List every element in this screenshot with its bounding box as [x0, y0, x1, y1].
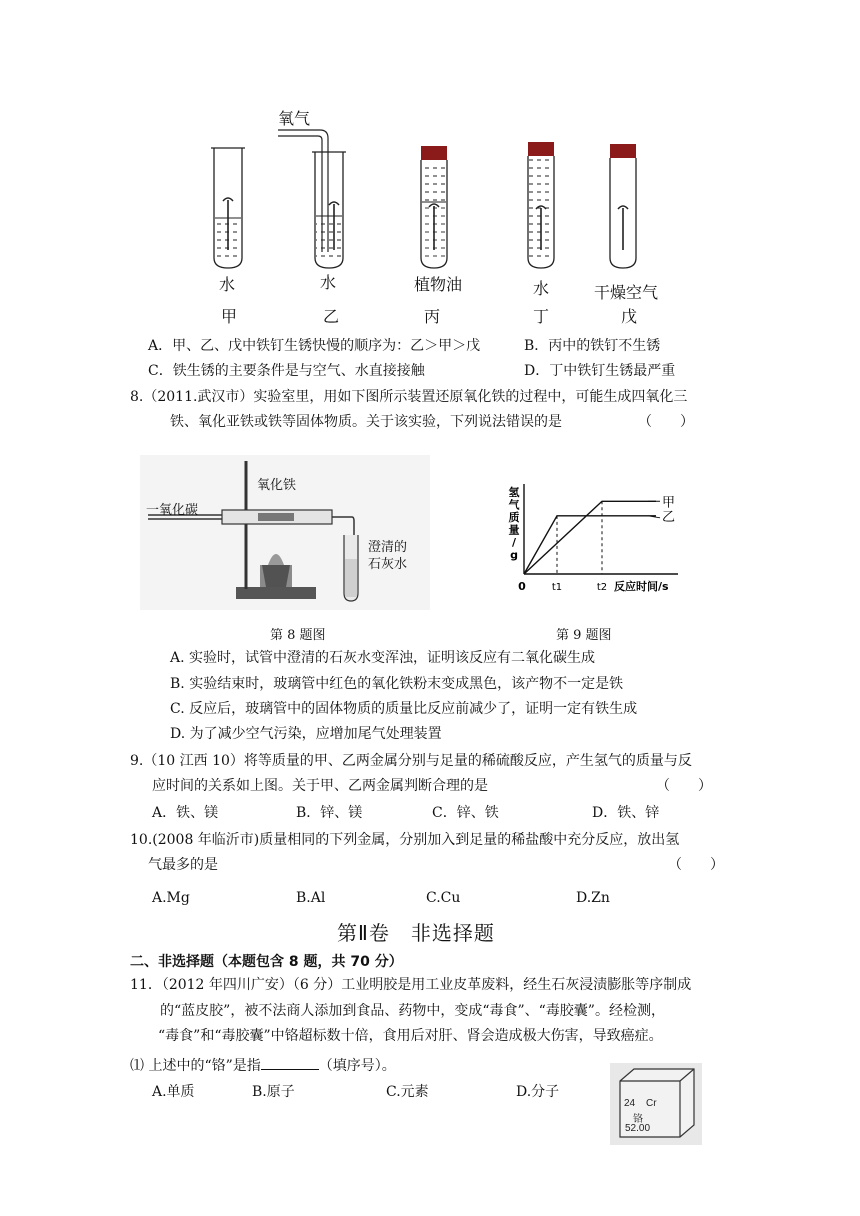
element-symbol: Cr	[646, 1098, 657, 1109]
tube-jia-content: 水	[219, 275, 236, 294]
y-axis-label: 氢气质量/ g	[508, 486, 520, 562]
q9-option-d: D．铁、锌	[592, 805, 660, 821]
q10-answer-paren: （ ）	[668, 857, 724, 873]
tube-bing-content: 植物油	[414, 275, 463, 294]
q8-option-c: C. 反应后，玻璃管中的固体物质的质量比反应前减少了，证明一定有铁生成	[170, 701, 638, 717]
x-tick-t2: t2	[596, 582, 608, 593]
q8-option-b: B. 实验结束时，玻璃管中红色的氧化铁粉末变成黑色，该产物不一定是铁	[170, 676, 624, 692]
hydrogen-chart	[500, 478, 700, 618]
fig8-caption: 第 8 题图	[270, 628, 326, 643]
q10-stem-line1: 10.(2008 年临沂市)质量相同的下列金属，分别加入到足量的稀盐酸中充分反应，放出氢	[130, 832, 680, 848]
q11-option-a: A.单质	[152, 1084, 195, 1100]
q9-option-c: C．锌、铁	[432, 805, 499, 821]
tube-ding	[528, 142, 554, 268]
q11-sub1-suffix: （填序号）。	[318, 1058, 396, 1074]
co-label: 一氧化碳	[146, 503, 199, 518]
tube-ding-name: 丁	[533, 307, 550, 326]
fig9-caption: 第 9 题图	[556, 628, 612, 643]
q10-option-a: A.Mg	[152, 890, 190, 906]
series-line-1	[524, 516, 656, 574]
limewater-label-2: 石灰水	[368, 557, 408, 572]
q11-option-c: C.元素	[386, 1084, 429, 1100]
oxygen-label: 氧气	[278, 109, 311, 128]
q11-stem-line2: 的“蓝皮胶”，被不法商人添加到食品、药物中，变成“毒食”、“毒胶囊”。经检测，	[160, 1003, 665, 1019]
q7-option-a: A．甲、乙、戊中铁钉生锈快慢的顺序为：乙＞甲＞戊	[148, 338, 481, 354]
limewater-label-1: 澄清的	[368, 540, 408, 555]
q11-stem-line3: “毒食”和“毒胶囊”中铬超标数十倍，食用后对肝、肾会造成极大伤害，导致癌症。	[158, 1028, 663, 1044]
series-label-0: 甲	[662, 495, 676, 511]
q9-option-a: A．铁、镁	[152, 805, 219, 821]
q11-sub1-prefix: ⑴ 上述中的“铬”是指	[130, 1058, 261, 1074]
tube-yi-content: 水	[320, 273, 337, 292]
series-label-1: 乙	[662, 509, 676, 525]
fe2o3-label: 氧化铁	[257, 478, 297, 493]
q10-stem-line2: 气最多的是	[148, 857, 218, 873]
tube-wu-name: 戊	[621, 307, 638, 326]
q8-stem-line1: 8.（2011.武汉市）实验室里，用如下图所示装置还原氧化铁的过程中，可能生成四氧化三	[130, 389, 688, 405]
q8-option-a: A. 实验时，试管中澄清的石灰水变浑浊，证明该反应有二氧化碳生成	[170, 650, 596, 666]
q8-stem-line2: 铁、氧化亚铁或铁等固体物质。关于该实验，下列说法错误的是	[170, 414, 562, 430]
tube-yi-name: 乙	[323, 307, 340, 326]
tube-jia	[211, 148, 245, 268]
x-axis-label: 反应时间/s	[614, 580, 669, 593]
series-line-0	[524, 501, 656, 574]
tube-bing-name: 丙	[424, 307, 441, 326]
q10-option-c: C.Cu	[426, 890, 461, 906]
q9-stem-line2: 应时间的关系如上图。关于甲、乙两金属判断合理的是	[152, 778, 488, 794]
element-number: 24	[624, 1098, 636, 1109]
tube-bing	[421, 146, 447, 268]
x-tick-t1: t1	[551, 582, 563, 593]
q11-stem-line1: 11．（2012 年四川广安）（6 分）工业明胶是用工业皮革废料，经生石灰浸渍膨胀等序制成	[130, 977, 692, 993]
tube-yi	[278, 130, 346, 268]
origin-label: 0	[518, 580, 526, 593]
q7-option-b: B．丙中的铁钉不生锈	[524, 338, 661, 354]
tube-jia-name: 甲	[221, 307, 238, 326]
q7-option-d: D．丁中铁钉生锈最严重	[524, 363, 676, 379]
tube-wu-content: 干燥空气	[594, 283, 659, 302]
q9-answer-paren: （ ）	[656, 778, 712, 794]
q11-option-b: B.原子	[252, 1084, 295, 1100]
q11-sub1	[130, 1055, 396, 1075]
element-mass: 52.00	[625, 1123, 651, 1134]
q10-option-d: D.Zn	[576, 890, 610, 906]
q11-option-d: D.分子	[516, 1084, 560, 1100]
q9-stem-line1: 9.（10 江西 10）将等质量的甲、乙两金属分别与足量的稀硫酸反应，产生氢气的质量与反	[130, 753, 692, 769]
section-heading: 二、非选择题（本题包含 8 题，共 70 分）	[130, 954, 403, 970]
part2-title: 第Ⅱ卷 非选择题	[337, 921, 495, 945]
q10-option-b: B.Al	[296, 890, 326, 906]
tube-ding-content: 水	[533, 279, 550, 298]
q8-option-d: D. 为了减少空气污染，应增加尾气处理装置	[170, 726, 442, 742]
q8-answer-paren: （ ）	[638, 414, 694, 430]
answer-blank[interactable]	[261, 1055, 319, 1070]
element-name: 铬	[633, 1114, 643, 1125]
tube-wu	[610, 144, 636, 268]
q7-option-c: C．铁生锈的主要条件是与空气、水直接接触	[148, 363, 425, 379]
q9-option-b: B．锌、镁	[296, 805, 363, 821]
